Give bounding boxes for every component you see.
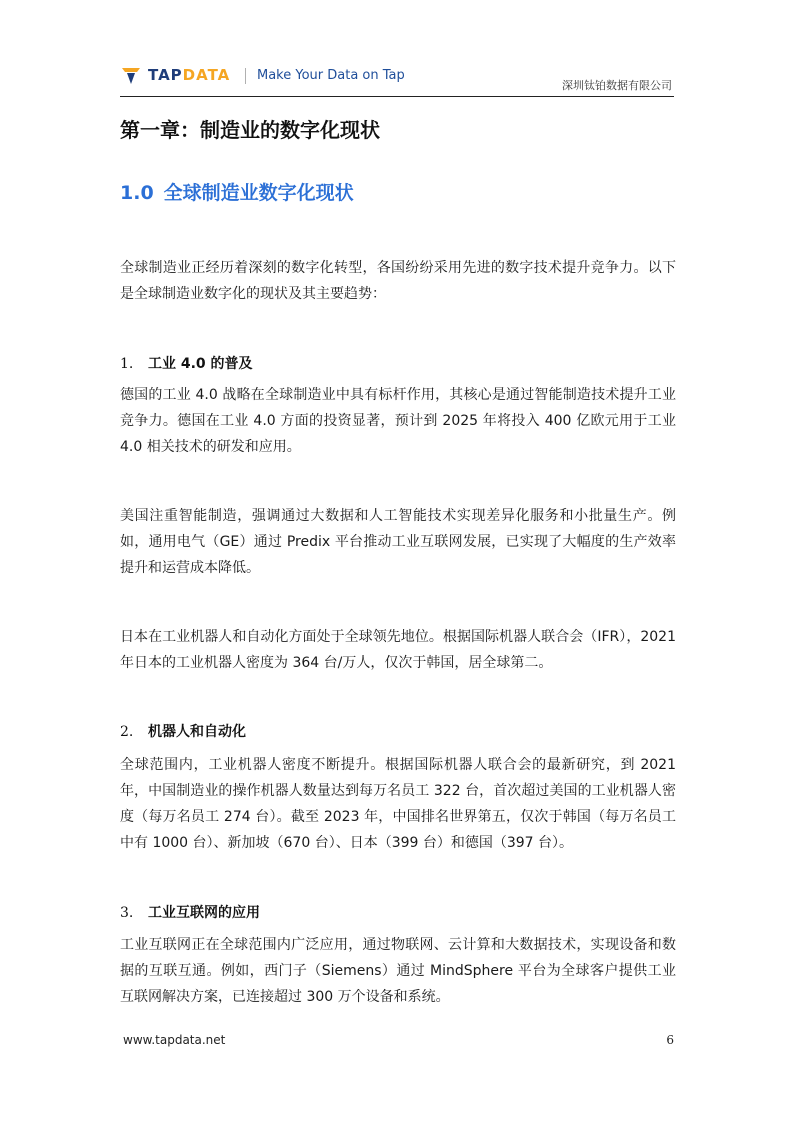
page-header: [120, 62, 674, 97]
body-paragraph: 全球范围内，工业机器人密度不断提升。根据国际机器人联合会的最新研究，到 2021 年，中国制造业的操作机器人数量达到每万名员工 322 台，首次超过美国的工业机器人密度（每万名员工 274 台）。截至 2023 年，中国排名世界第五，仅次于韩国（每万名员工中有 1000 台）、新加坡（670 台）、日本（399 台）和德国（397 台）。: [120, 757, 676, 851]
item-number: 1.: [120, 356, 134, 372]
footer-website: www.tapdata.net: [123, 1033, 226, 1047]
section-number: 1.0: [120, 182, 154, 204]
item-heading-1: [120, 353, 253, 373]
tagline: Make Your Data on Tap: [257, 68, 405, 83]
item-title: 工业 4.0 的普及: [148, 356, 253, 372]
item-title: 工业互联网的应用: [148, 905, 260, 921]
chapter-title: 第一章：制造业的数字化现状: [120, 118, 380, 142]
page-number: 6: [666, 1033, 674, 1047]
company-name: 深圳钛铂数据有限公司: [562, 79, 672, 92]
body-paragraph: 德国的工业 4.0 战略在全球制造业中具有标杆作用，其核心是通过智能制造技术提升工业竞争力。德国在工业 4.0 方面的投资显著，预计到 2025 年将投入 400 亿欧元用于工业 4.0 相关技术的研发和应用。: [120, 387, 676, 455]
item-number: 3.: [120, 905, 134, 921]
logo-wordmark: TAPDATA: [148, 66, 231, 84]
item-title: 机器人和自动化: [148, 724, 246, 740]
intro-paragraph: 全球制造业正经历着深刻的数字化转型，各国纷纷采用先进的数字技术提升竞争力。以下是全球制造业数字化的现状及其主要趋势：: [120, 260, 676, 302]
item-number: 2.: [120, 724, 134, 740]
body-paragraph: 美国注重智能制造，强调通过大数据和人工智能技术实现差异化服务和小批量生产。例如，通用电气（GE）通过 Predix 平台推动工业互联网发展，已实现了大幅度的生产效率提升和运营成本降低。: [120, 508, 676, 576]
header-divider: [245, 68, 246, 84]
section-title-text: 全球制造业数字化现状: [163, 182, 354, 204]
section-title: [120, 178, 354, 205]
tapdata-logo: [120, 64, 230, 86]
item-heading-3: [120, 902, 260, 922]
tapdata-logo-icon: [120, 64, 142, 86]
item-heading-2: [120, 721, 246, 741]
body-paragraph: 日本在工业机器人和自动化方面处于全球领先地位。根据国际机器人联合会（IFR），2021 年日本的工业机器人密度为 364 台/万人，仅次于韩国，居全球第二。: [120, 629, 676, 671]
body-paragraph: 工业互联网正在全球范围内广泛应用，通过物联网、云计算和大数据技术，实现设备和数据的互联互通。例如，西门子（Siemens）通过 MindSphere 平台为全球客户提供工业互联网解决方案，已连接超过 300 万个设备和系统。: [120, 937, 676, 1005]
